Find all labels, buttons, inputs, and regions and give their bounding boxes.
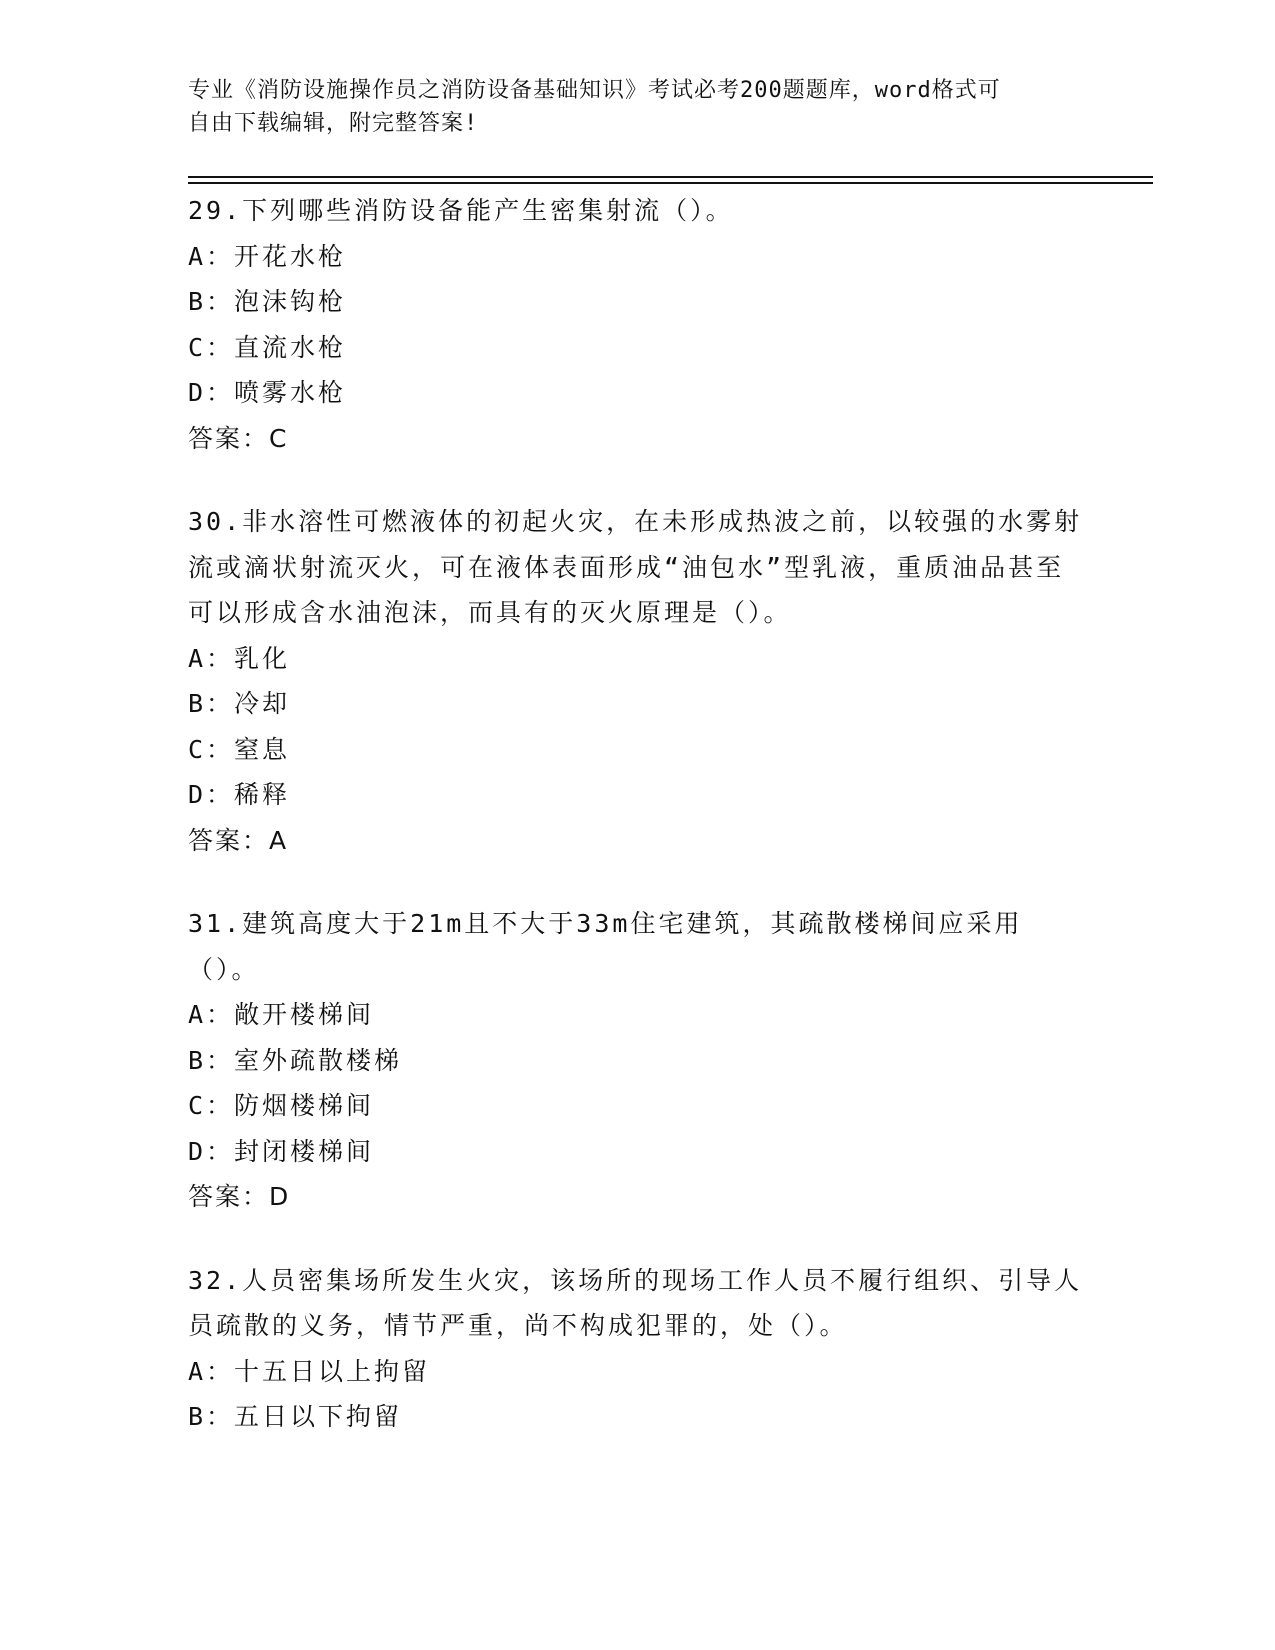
option-b: B：室外疏散楼梯 xyxy=(188,1045,403,1075)
option-b: B：泡沫钩枪 xyxy=(188,287,347,316)
option-a: A：乳化 xyxy=(188,643,291,673)
option-d: D：喷雾水枪 xyxy=(188,378,347,407)
question-30 xyxy=(188,499,1088,863)
question-list xyxy=(188,188,1088,1478)
option-c: C：直流水枪 xyxy=(188,332,347,362)
header-line-1: 专业《消防设施操作员之消防设备基础知识》考试必考200题题库，word格式可 xyxy=(188,78,1001,103)
option-d: D：封闭楼梯间 xyxy=(188,1136,375,1166)
option-a: A：十五日以上拘留 xyxy=(188,1356,431,1386)
question-31 xyxy=(188,901,1088,1220)
document-header xyxy=(188,74,1068,140)
option-a: A：开花水枪 xyxy=(188,241,347,271)
header-divider-top xyxy=(188,176,1153,178)
question-32 xyxy=(188,1258,1088,1440)
question-stem: 31.建筑高度大于21m且不大于33m住宅建筑，其疏散楼梯间应采用（）。 xyxy=(188,909,1023,984)
header-line-2: 自由下载编辑，附完整答案! xyxy=(188,111,479,136)
answer-line: 答案：A xyxy=(188,825,289,855)
option-c: C：防烟楼梯间 xyxy=(188,1091,375,1120)
header-divider-bottom xyxy=(188,182,1153,184)
question-stem: 29.下列哪些消防设备能产生密集射流（）。 xyxy=(188,196,734,225)
option-c: C：窒息 xyxy=(188,734,291,764)
question-stem: 32.人员密集场所发生火灾，该场所的现场工作人员不履行组织、引导人员疏散的义务，情节严重，尚不构成犯罪的，处（）。 xyxy=(188,1265,1083,1340)
question-stem: 30.非水溶性可燃液体的初起火灾，在未形成热波之前，以较强的水雾射流或滴状射流灭火，可在液体表面形成“油包水”型乳液，重质油品甚至可以形成含水油泡沫，而具有的灭火原理是（）。 xyxy=(188,507,1083,627)
option-b: B：五日以下拘留 xyxy=(188,1402,403,1431)
option-b: B：冷却 xyxy=(188,689,291,718)
answer-line: 答案：D xyxy=(188,1182,291,1211)
option-a: A：敞开楼梯间 xyxy=(188,1000,375,1029)
answer-line: 答案：C xyxy=(188,423,289,453)
question-29 xyxy=(188,188,1088,461)
option-d: D：稀释 xyxy=(188,780,291,809)
